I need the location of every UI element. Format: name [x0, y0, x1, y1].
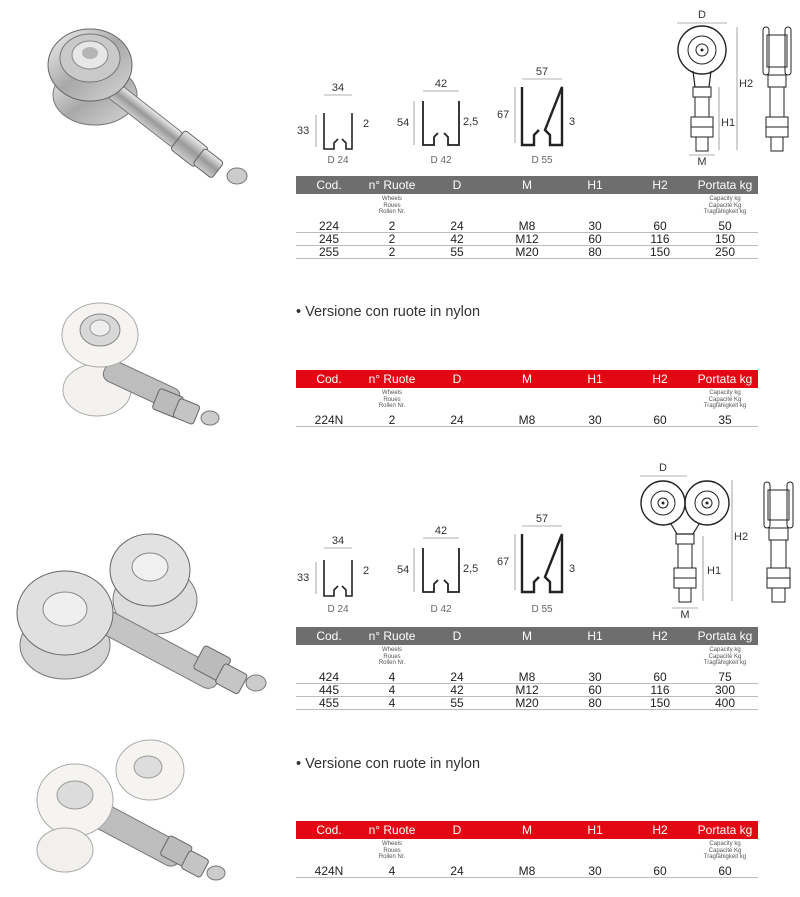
svg-text:H2: H2: [734, 531, 749, 543]
svg-text:42: 42: [434, 525, 448, 537]
table-row: 224 2 24 M8 30 60 50: [296, 220, 758, 233]
profile-d55-name: D 55: [531, 155, 553, 165]
svg-text:2: 2: [363, 565, 370, 577]
svg-text:33: 33: [297, 572, 310, 584]
profile-d42-name: D 42: [430, 155, 452, 165]
table-row: 445 4 42 M12 60 116 300: [296, 684, 758, 697]
col-m: M: [492, 176, 562, 194]
table-header-row: Cod. n° Ruote D M H1 H2 Portata kg: [296, 821, 758, 839]
spec-table-steel-2-wheel: [296, 176, 758, 259]
profile-d55-gap: 3: [569, 116, 576, 128]
svg-text:D 55: D 55: [531, 604, 553, 612]
product-photo-nylon-4-wheel: [30, 735, 230, 890]
col-h1: H1: [562, 176, 628, 194]
profile-d24-gap: 2: [363, 118, 370, 130]
tech-diagram-2-wheel: [665, 5, 800, 170]
table-subheader-row: Wheels Roues Rollen Nr. Capacity kg Capacité Kg Tragfähigkeit kg: [378, 647, 747, 666]
profile-d42-height: 54: [397, 117, 410, 129]
profile-d42: [397, 78, 478, 165]
svg-text:3: 3: [569, 563, 576, 575]
svg-text:34: 34: [331, 535, 345, 547]
diagram-label-m: M: [697, 156, 707, 168]
table-header-row: [296, 176, 758, 194]
spec-table-nylon-4-wheel: [296, 821, 758, 878]
profile-d55: [497, 66, 575, 165]
col-h2: H2: [628, 176, 692, 194]
col-cod: Cod.: [296, 176, 362, 194]
portata-translations: Capacity kg Capacité Kg Tragfähigkeit kg: [703, 196, 747, 215]
product-photo-nylon-2-wheel: [55, 300, 225, 440]
profile-d24: [297, 82, 369, 165]
profile-d24-width: 34: [331, 82, 345, 94]
profile-d42-width: 42: [434, 78, 448, 90]
tech-diagram-4-wheel: [635, 458, 800, 623]
svg-text:2,5: 2,5: [463, 563, 479, 575]
table-subheader-row: [296, 194, 758, 220]
table-row: 455 4 55 M20 80 150 400: [296, 697, 758, 710]
diagram-label-h1: H1: [721, 117, 736, 129]
nylon-version-note-2: • Versione con ruote in nylon: [296, 756, 481, 772]
svg-text:D: D: [659, 462, 667, 474]
spec-table-steel-4-wheel: [296, 627, 758, 710]
product-photo-steel-4-wheel: [10, 525, 270, 705]
col-d: D: [422, 176, 492, 194]
svg-text:54: 54: [397, 564, 410, 576]
table-subheader-row: Wheels Roues Rollen Nr. Capacity kg Capacité Kg Tragfähigkeit kg: [378, 390, 747, 409]
diagram-label-d: D: [698, 9, 706, 21]
profile-d24-height: 33: [297, 125, 310, 137]
spec-table-nylon-2-wheel: [296, 370, 758, 427]
rail-profiles-bottom: [292, 512, 612, 612]
table-row: 255 2 55 M20 80 150 250: [296, 246, 758, 259]
svg-text:H1: H1: [707, 565, 722, 577]
table-row: 224N 2 24 M8 30 60 35: [296, 414, 758, 427]
nylon-version-note: • Versione con ruote in nylon: [296, 304, 481, 320]
svg-text:67: 67: [497, 556, 510, 568]
svg-text:57: 57: [535, 513, 549, 525]
svg-text:M: M: [680, 609, 690, 621]
col-ruote: n° Ruote: [362, 176, 422, 194]
table-row: 245 2 42 M12 60 116 150: [296, 233, 758, 246]
table-row: 424N 4 24 M8 30 60 60: [296, 865, 758, 878]
table-header-row: Cod. n° Ruote D M H1 H2 Portata kg: [296, 370, 758, 388]
profile-d55-width: 57: [535, 66, 549, 78]
table-header-row: Cod. n° Ruote D M H1 H2 Portata kg: [296, 627, 758, 645]
ruote-translations: Wheels Roues Rollen Nr.: [378, 196, 406, 215]
svg-text:D 42: D 42: [430, 604, 452, 612]
profile-d24-name: D 24: [327, 155, 349, 165]
profile-d55-height: 67: [497, 109, 510, 121]
svg-text:D 24: D 24: [327, 604, 349, 612]
profile-d42-gap: 2,5: [463, 116, 479, 128]
table-row: 424 4 24 M8 30 60 75: [296, 671, 758, 684]
rail-profiles-top: [292, 65, 612, 165]
diagram-label-h2: H2: [739, 78, 754, 90]
product-photo-steel-2-wheel: [35, 10, 255, 190]
col-portata: Portata kg: [692, 176, 758, 194]
table-subheader-row: Wheels Roues Rollen Nr. Capacity kg Capacité Kg Tragfähigkeit kg: [378, 841, 747, 860]
